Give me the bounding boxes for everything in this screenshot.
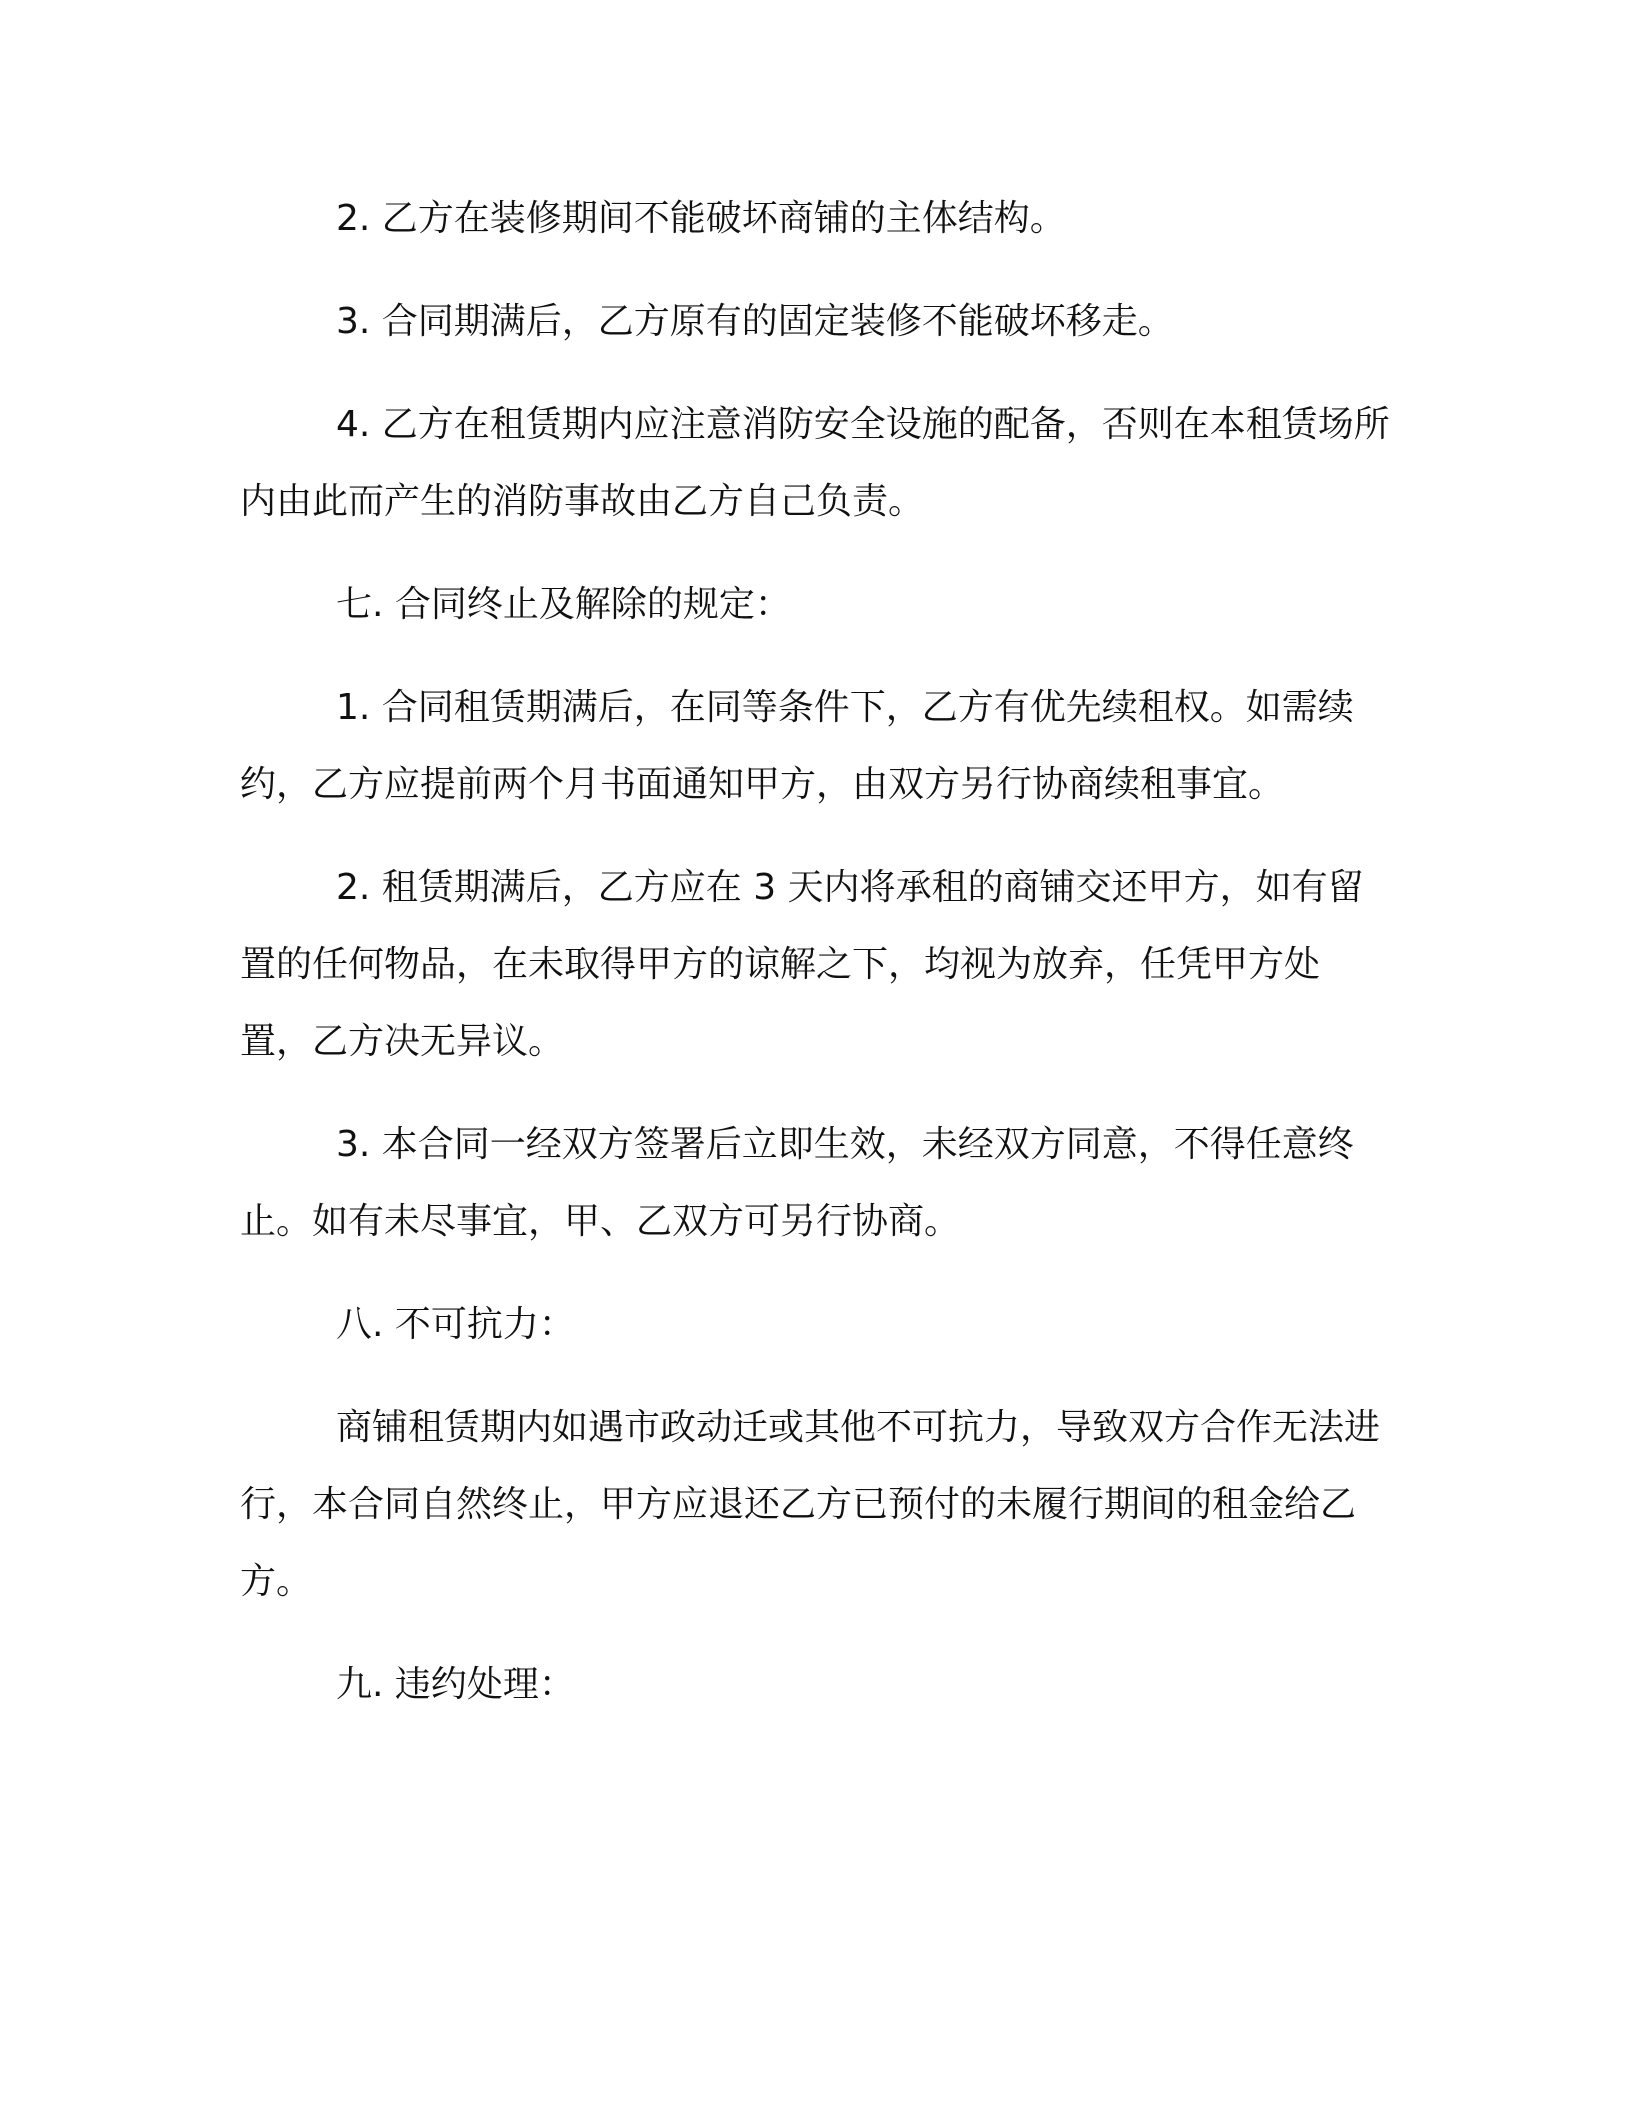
paragraph-decoration-structure: 2. 乙方在装修期间不能破坏商铺的主体结构。 [336, 198, 1066, 239]
section-heading-termination: 七. 合同终止及解除的规定： [336, 584, 791, 625]
paragraph-effective: 3. 本合同一经双方签署后立即生效，未经双方同意，不得任意终止。如有未尽事宜，甲、乙双方可另行协商。 [240, 1124, 1354, 1242]
paragraph-force-majeure: 商铺租赁期内如遇市政动迁或其他不可抗力，导致双方合作无法进行，本合同自然终止，甲方应退还乙方已预付的未履行期间的租金给乙方。 [240, 1407, 1381, 1602]
paragraph-renewal: 1. 合同租赁期满后，在同等条件下，乙方有优先续租权。如需续约，乙方应提前两个月书面通知甲方，由双方另行协商续租事宜。 [240, 687, 1354, 805]
section-heading-force-majeure: 八. 不可抗力： [336, 1304, 575, 1345]
section-heading-breach: 九. 违约处理： [336, 1664, 575, 1705]
paragraph-fire-safety: 4. 乙方在租赁期内应注意消防安全设施的配备，否则在本租赁场所内由此而产生的消防事故由乙方自己负责。 [240, 404, 1390, 522]
paragraph-fixed-decoration: 3. 合同期满后，乙方原有的固定装修不能破坏移走。 [336, 301, 1174, 342]
paragraph-return-shop: 2. 租赁期满后，乙方应在 3 天内将承租的商铺交还甲方，如有留置的任何物品，在未取得甲方的谅解之下，均视为放弃，任凭甲方处置，乙方决无异议。 [240, 867, 1364, 1062]
